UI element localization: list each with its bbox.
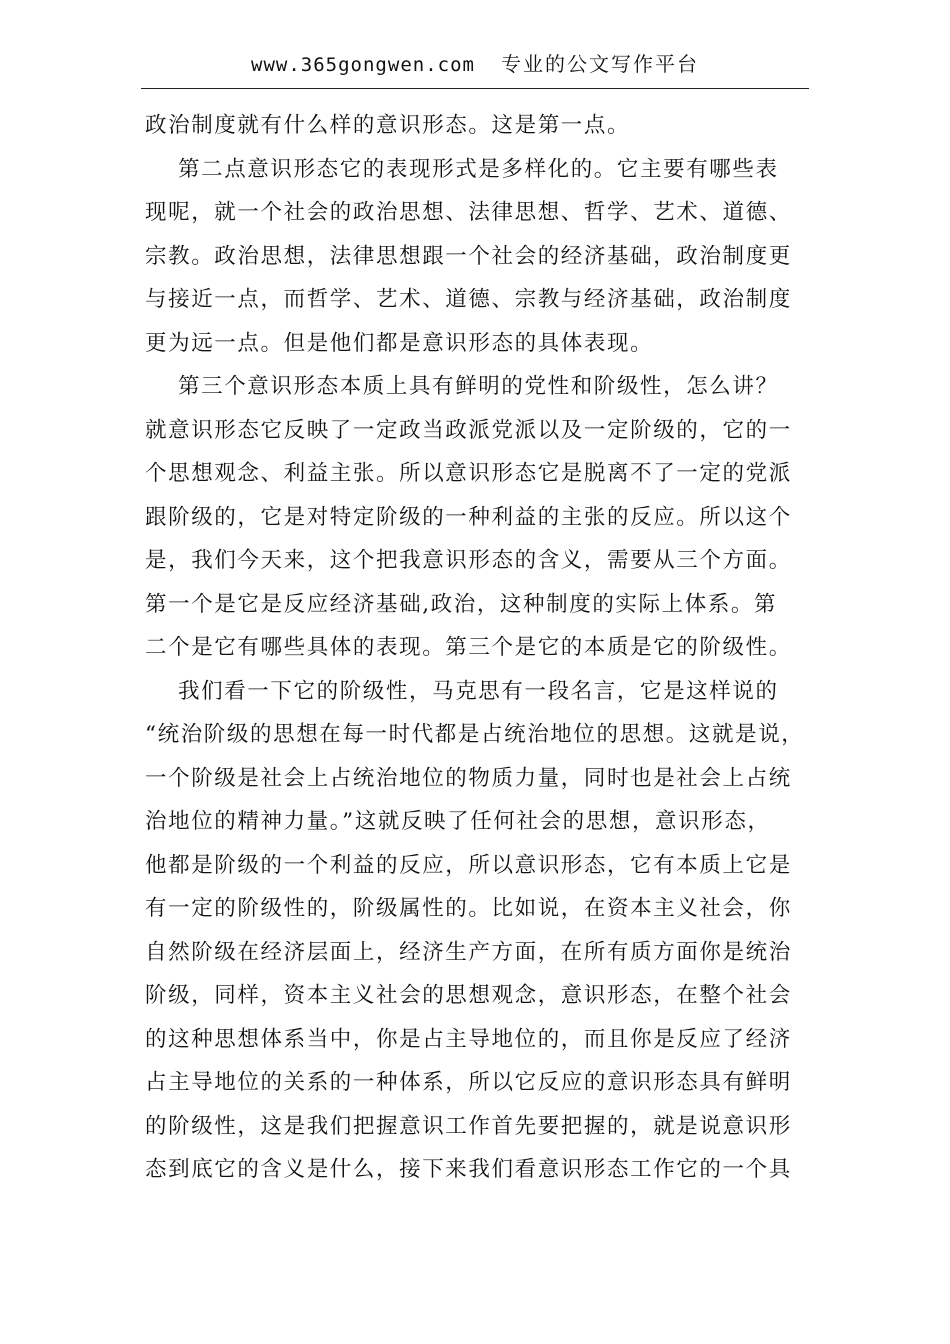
- body-line: 现呢，就一个社会的政治思想、法律思想、哲学、艺术、道德、: [145, 200, 792, 225]
- body-line: 自然阶级在经济层面上，经济生产方面，在所有质方面你是统治: [145, 939, 792, 965]
- body-line: 一个阶级是社会上占统治地位的物质力量，同时也是社会上占统: [145, 765, 792, 791]
- body-line: 他都是阶级的一个利益的反应，所以意识形态，它有本质上它是: [145, 852, 792, 878]
- body-line: 与接近一点，而哲学、艺术、道德、宗教与经济基础，政治制度: [145, 287, 792, 312]
- body-line: 的阶级性，这是我们把握意识工作首先要把握的，就是说意识形: [145, 1113, 792, 1139]
- body-line: 就意识形态它反映了一定政当政派党派以及一定阶级的，它的一: [145, 417, 792, 443]
- body-line: 宗教。政治思想，法律思想跟一个社会的经济基础，政治制度更: [145, 243, 792, 269]
- body-line: “统治阶级的思想在每一时代都是占统治地位的思想。这就是说，: [145, 722, 805, 747]
- body-line: 政治制度就有什么样的意识形态。这是第一点。: [145, 113, 631, 138]
- body-line: 治地位的精神力量。”这就反映了任何社会的思想，意识形态，: [145, 809, 771, 834]
- body-line: 二个是它有哪些具体的表现。第三个是它的本质是它的阶级性。: [145, 635, 792, 660]
- body-line: 跟阶级的，它是对特定阶级的一种利益的主张的反应。所以这个: [145, 504, 792, 530]
- document-body: [145, 104, 825, 1192]
- body-line: 的这种思想体系当中，你是占主导地位的，而且你是反应了经济: [145, 1026, 792, 1052]
- body-line: 有一定的阶级性的，阶级属性的。比如说，在资本主义社会，你: [145, 896, 792, 921]
- body-line: 第二点意识形态它的表现形式是多样化的。它主要有哪些表: [178, 156, 779, 182]
- body-line: 第一个是它是反应经济基础,政治，这种制度的实际上体系。第: [145, 591, 778, 617]
- body-line: 第三个意识形态本质上具有鲜明的党性和阶级性，怎么讲？: [178, 374, 779, 399]
- header-tagline: 专业的公文写作平台: [500, 52, 699, 76]
- header-text: [251, 52, 699, 76]
- body-line: 阶级，同样，资本主义社会的思想观念，意识形态，在整个社会: [145, 983, 792, 1008]
- body-line: 态到底它的含义是什么，接下来我们看意识形态工作它的一个具: [145, 1157, 792, 1182]
- body-line: 个思想观念、利益主张。所以意识形态它是脱离不了一定的党派: [145, 461, 792, 486]
- body-line: 更为远一点。但是他们都是意识形态的具体表现。: [145, 330, 654, 356]
- body-line: 我们看一下它的阶级性，马克思有一段名言，它是这样说的: [178, 678, 779, 704]
- body-line: 占主导地位的关系的一种体系，所以它反应的意识形态具有鲜明: [145, 1070, 792, 1095]
- body-line: 是，我们今天来，这个把我意识形态的含义，需要从三个方面。: [145, 548, 792, 573]
- header-website: www.365gongwen.com: [251, 54, 475, 76]
- page-header: [141, 50, 809, 89]
